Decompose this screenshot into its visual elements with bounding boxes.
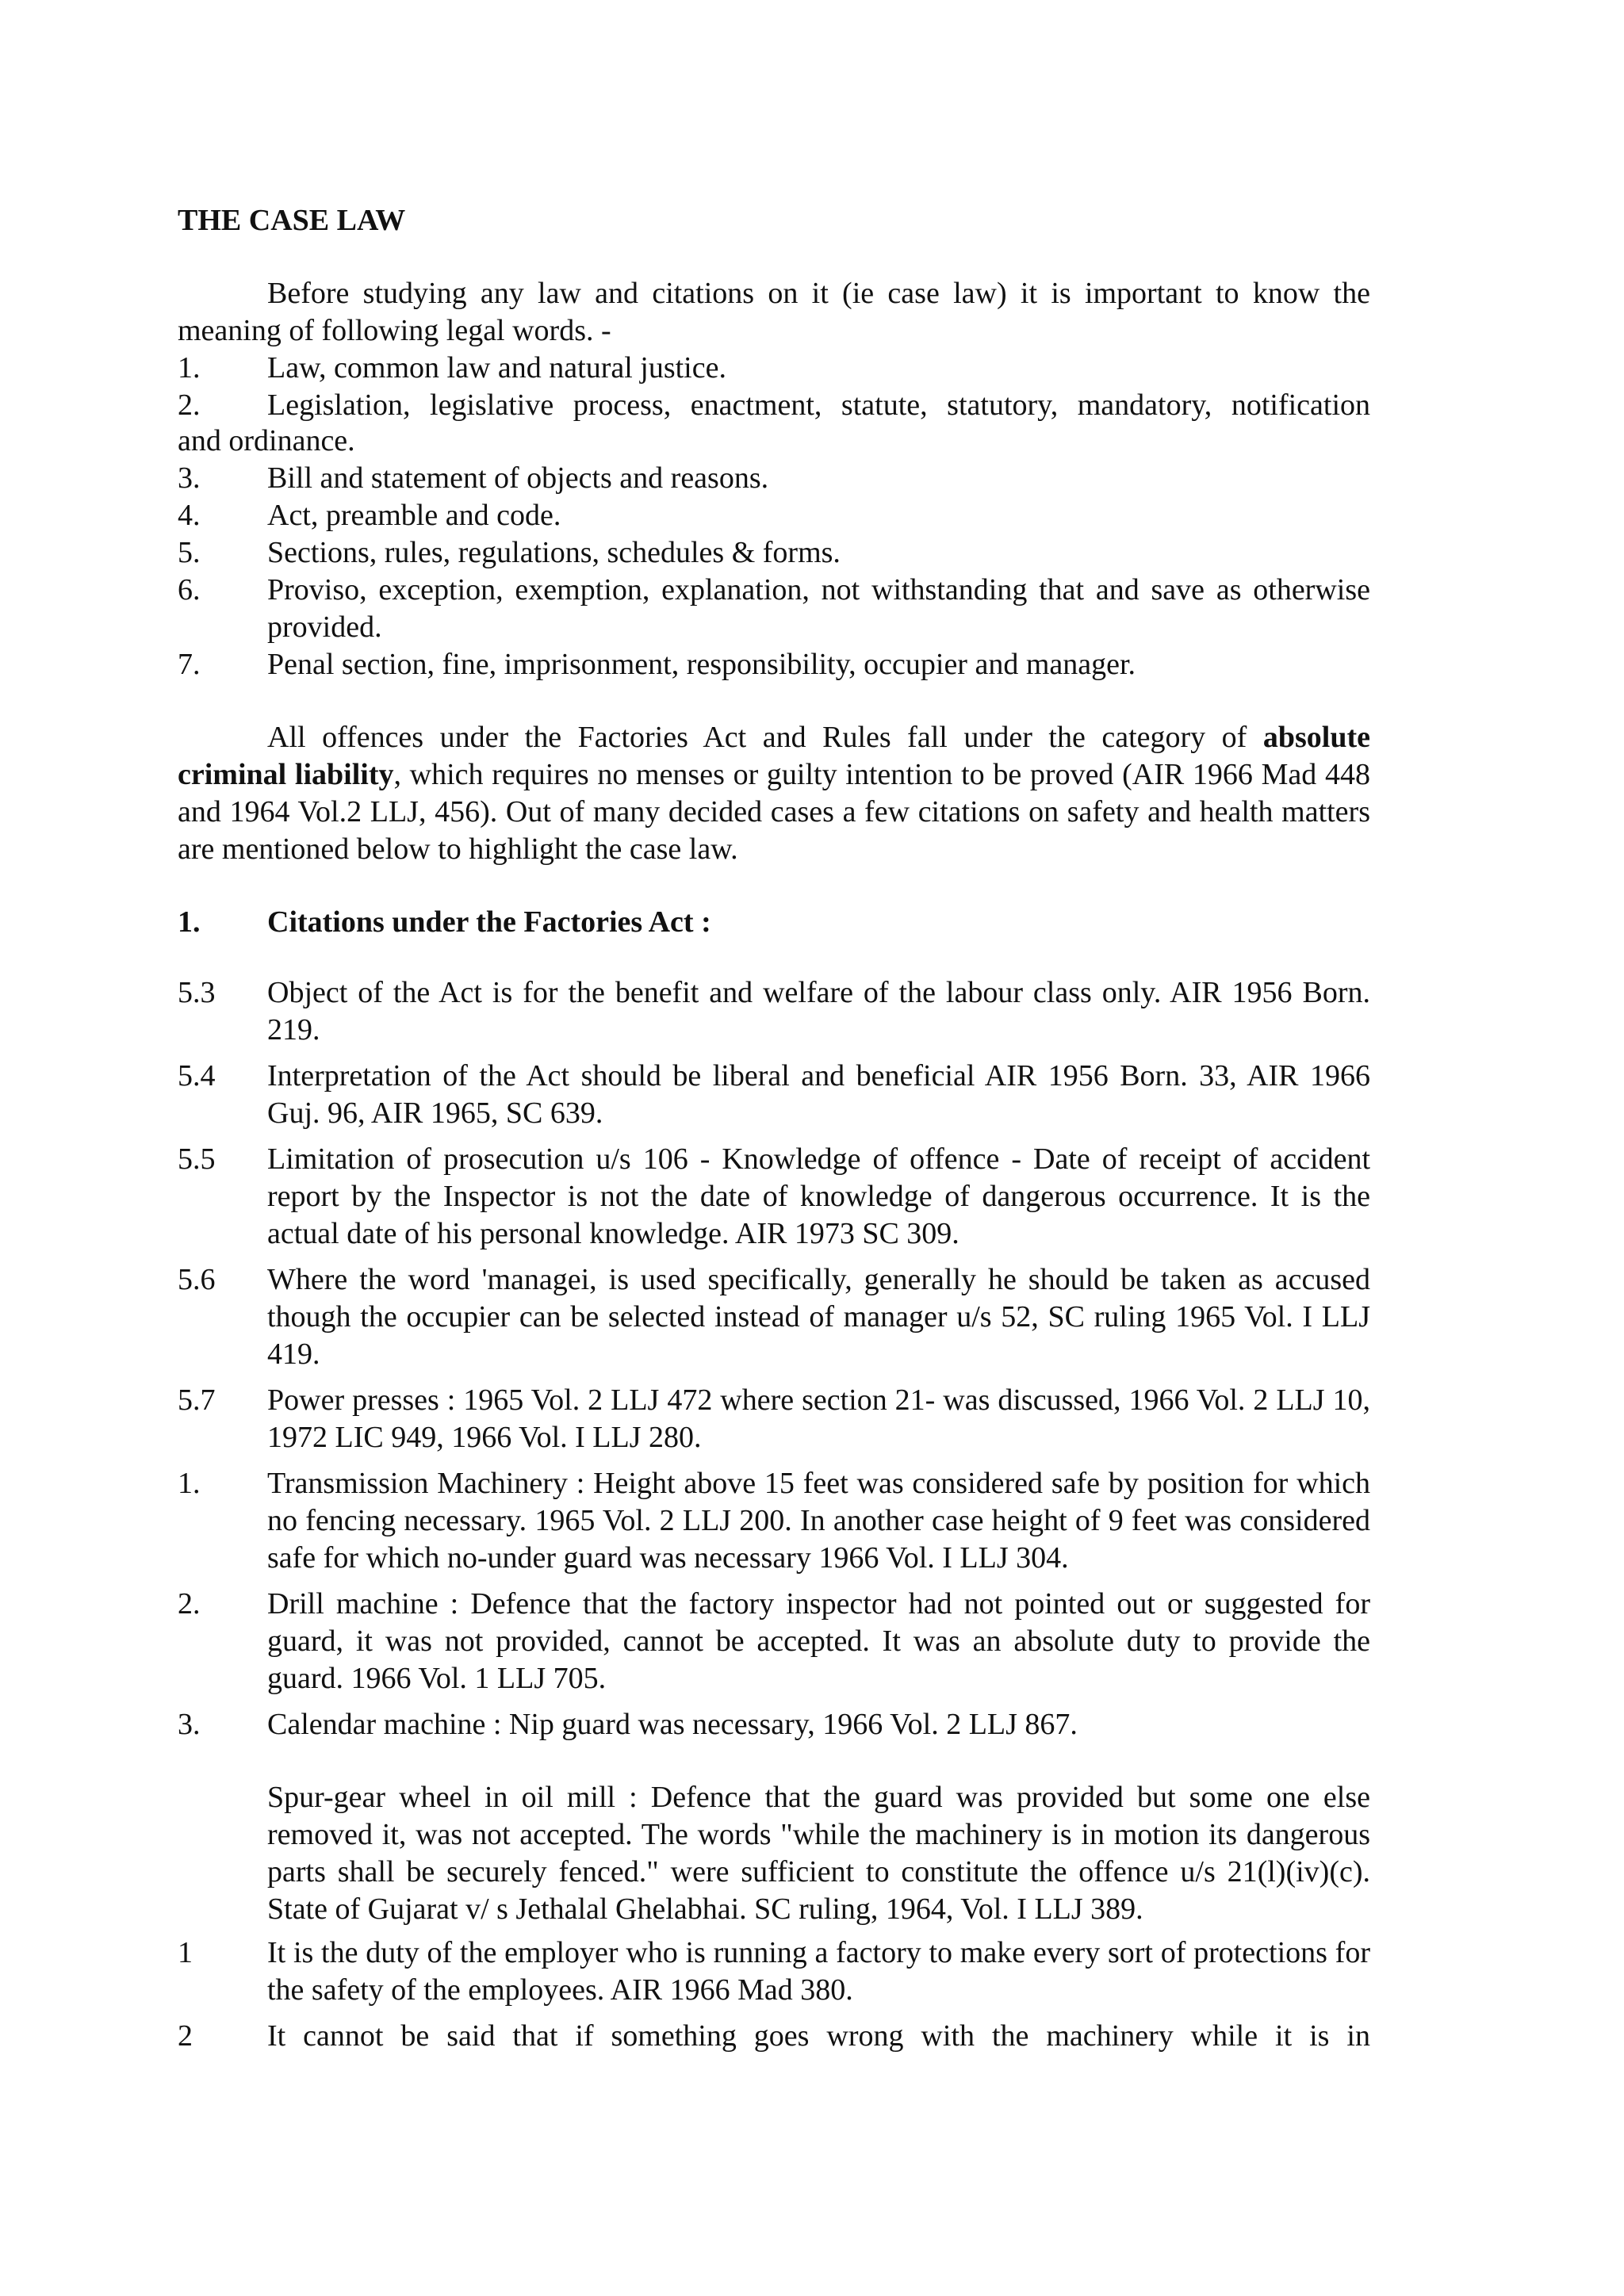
- item-number: 2.: [178, 1587, 201, 1621]
- item-number: 5.4: [178, 1059, 216, 1093]
- item-number: 2: [178, 2019, 193, 2053]
- item-number: 5.6: [178, 1263, 216, 1296]
- list-item: [178, 1934, 1370, 2009]
- list-item: [178, 387, 1370, 424]
- item-text: Limitation of prosecution u/s 106 - Knowledge of offence - Date of receipt of accident report by the Inspector is not the date of knowledge of dangerous occurrence. It is the actual date of his personal knowledge. AIR 1973 SC 309.: [267, 1142, 1370, 1250]
- item-text: It cannot be said that if something goes wrong with the machinery while it is in: [267, 2019, 1370, 2053]
- offences-paragraph: [178, 719, 1370, 868]
- list-item: [178, 1382, 1370, 1456]
- offences-text-after: , which requires no menses or guilty intention to be proved (AIR 1966 Mad 448 and 1964 Vol.2 LLJ, 456). Out of many decided cases a few citations on safety and health matters are mentioned below to highlight the case law.: [178, 758, 1370, 866]
- list-item: [178, 646, 1370, 683]
- term-continuation: and ordinance.: [178, 424, 355, 457]
- item-text: Power presses : 1965 Vol. 2 LLJ 472 where section 21- was discussed, 1966 Vol. 2 LLJ 10, 1972 LIC 949, 1966 Vol. I LLJ 280.: [267, 1383, 1370, 1454]
- list-item: [178, 572, 1370, 646]
- list-item: [178, 350, 1370, 387]
- item-number: 3.: [178, 1708, 201, 1741]
- list-item: [178, 497, 1370, 534]
- item-text: Proviso, exception, exemption, explanation, not withstanding that and save as otherwise provided.: [267, 573, 1370, 644]
- item-number: 1.: [178, 351, 201, 385]
- item-text: Calendar machine : Nip guard was necessary, 1966 Vol. 2 LLJ 867.: [267, 1708, 1078, 1741]
- list-item: [178, 974, 1370, 1049]
- item-text: Where the word 'managei, is used specifically, generally he should be taken as accused though the occupier can be selected instead of manager u/s 52, SC ruling 1965 Vol. I LLJ 419.: [267, 1263, 1370, 1371]
- list-item: [178, 2018, 1370, 2055]
- citations-list: [178, 974, 1370, 1743]
- item-text: Object of the Act is for the benefit and welfare of the labour class only. AIR 1956 Born. 219.: [267, 976, 1370, 1047]
- item-number: 6.: [178, 573, 201, 607]
- list-item: [178, 1261, 1370, 1373]
- item-text: Sections, rules, regulations, schedules & forms.: [267, 536, 841, 569]
- item-number: 5.: [178, 536, 201, 569]
- item-text: Legislation, legislative process, enactment, statute, statutory, mandatory, notification: [267, 388, 1370, 422]
- page-title: THE CASE LAW: [178, 204, 406, 237]
- item-number: 4.: [178, 499, 201, 532]
- item-text: It is the duty of the employer who is running a factory to make every sort of protections for the safety of the employees. AIR 1966 Mad 380.: [267, 1936, 1370, 2007]
- item-number: 5.5: [178, 1142, 216, 1176]
- final-items-list: [178, 1934, 1370, 2055]
- section-title: Citations under the Factories Act :: [267, 905, 711, 939]
- item-text: Penal section, fine, imprisonment, responsibility, occupier and manager.: [267, 648, 1136, 681]
- legal-terms-list: [178, 350, 1370, 424]
- legal-terms-list-continued: [178, 460, 1370, 683]
- item-number: 1.: [178, 1467, 201, 1500]
- list-item: [178, 534, 1370, 572]
- list-item: [178, 1058, 1370, 1132]
- list-item: [178, 460, 1370, 497]
- item-number: 1: [178, 1936, 193, 1969]
- list-item: [178, 1141, 1370, 1253]
- spur-gear-paragraph: Spur-gear wheel in oil mill : Defence that the guard was provided but some one else removed it, was not accepted. The words "while the machinery is in motion its dangerous parts shall be securely fenced." were sufficient to constitute the offence u/s 21(l)(iv)(c). State of Gujarat v/ s Jethalal Ghelabhai. SC ruling, 1964, Vol. I LLJ 389.: [267, 1781, 1370, 1926]
- list-item: [178, 1465, 1370, 1577]
- list-item: [178, 1706, 1370, 1743]
- list-item: [178, 1586, 1370, 1697]
- section-heading: [178, 904, 1370, 941]
- item-text: Law, common law and natural justice.: [267, 351, 726, 385]
- item-number: 5.3: [178, 976, 216, 1009]
- item-number: 7.: [178, 648, 201, 681]
- item-text: Bill and statement of objects and reasons.: [267, 461, 769, 495]
- section-number: 1.: [178, 905, 201, 939]
- offences-bold-term: absolute criminal liability: [178, 721, 1370, 791]
- item-text: Interpretation of the Act should be liberal and beneficial AIR 1956 Born. 33, AIR 1966 Guj. 96, AIR 1965, SC 639.: [267, 1059, 1370, 1130]
- item-number: 2.: [178, 388, 201, 422]
- item-text: Act, preamble and code.: [267, 499, 561, 532]
- intro-paragraph: Before studying any law and citations on it (ie case law) it is important to know the meaning of following legal words. -: [178, 277, 1370, 347]
- item-number: 3.: [178, 461, 201, 495]
- item-number: 5.7: [178, 1383, 216, 1417]
- offences-text-before: All offences under the Factories Act and Rules fall under the category of: [267, 721, 1263, 754]
- item-text: Drill machine : Defence that the factory inspector had not pointed out or suggested for guard, it was not provided, cannot be accepted. It was an absolute duty to provide the guard. 1966 Vol. 1 LLJ 705.: [267, 1587, 1370, 1695]
- item-text: Transmission Machinery : Height above 15 feet was considered safe by position for which no fencing necessary. 1965 Vol. 2 LLJ 200. In another case height of 9 feet was considered safe for which no-under guard was necessary 1966 Vol. I LLJ 304.: [267, 1467, 1370, 1575]
